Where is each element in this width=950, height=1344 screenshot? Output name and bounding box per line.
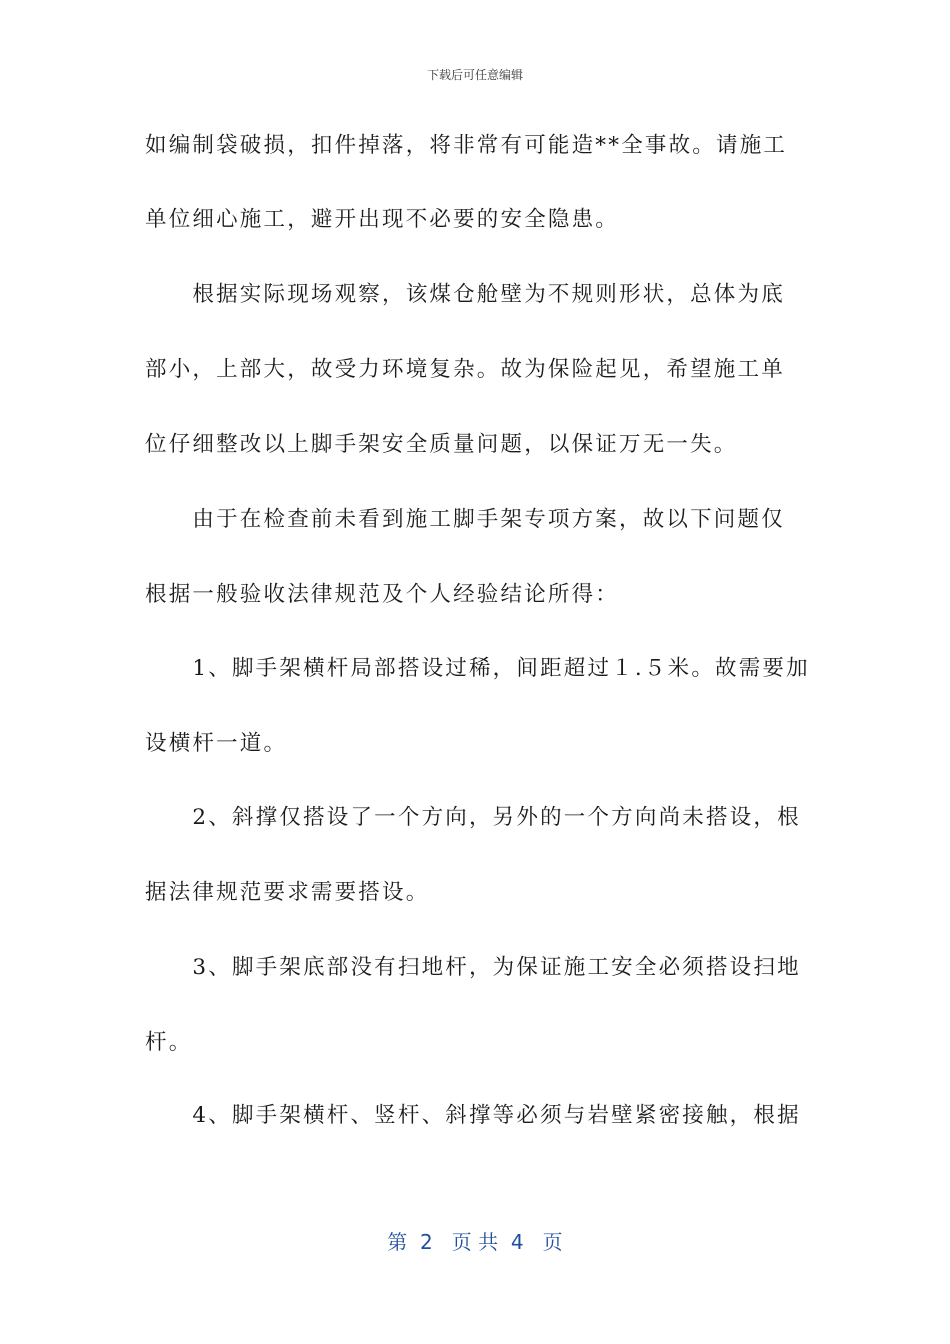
body-line: 4、脚手架横杆、竖杆、斜撑等必须与岩壁紧密接触，根据: [145, 1103, 801, 1128]
body-line: 位仔细整改以上脚手架安全质量问题，以保证万无一失。: [145, 432, 738, 457]
body-line: 据法律规范要求需要搭设。: [145, 880, 430, 905]
body-line: 杆。: [145, 1030, 193, 1055]
body-line: 如编制袋破损，扣件掉落，将非常有可能造**全事故。请施工: [145, 133, 788, 158]
body-line: 3、脚手架底部没有扫地杆，为保证施工安全必须搭设扫地: [145, 955, 801, 980]
body-line: 根据一般验收法律规范及个人经验结论所得：: [145, 582, 620, 607]
body-line: 1、脚手架横杆局部搭设过稀，间距超过１.５米。故需要加: [145, 656, 810, 681]
page-number-footer: 第 2 页 共 4 页: [387, 1230, 563, 1254]
page-header: 下载后可任意编辑: [426, 68, 523, 82]
body-line: 根据实际现场观察，该煤仓舱壁为不规则形状，总体为底: [145, 282, 785, 307]
body-line: 2、斜撑仅搭设了一个方向，另外的一个方向尚未搭设，根: [145, 805, 801, 830]
body-line: 设横杆一道。: [145, 731, 288, 756]
body-line: 单位细心施工，避开出现不必要的安全隐患。: [145, 207, 620, 232]
body-line: 部小，上部大，故受力环境复杂。故为保险起见，希望施工单: [145, 357, 785, 382]
body-line: 由于在检查前未看到施工脚手架专项方案，故以下问题仅: [145, 507, 785, 532]
